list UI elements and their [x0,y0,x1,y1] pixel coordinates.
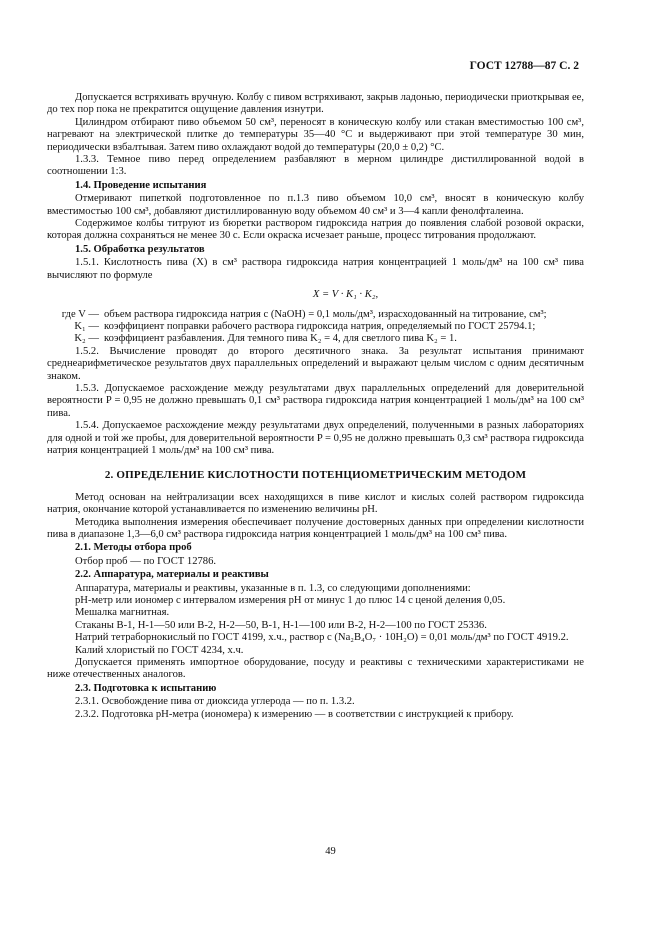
formula: X = V · K₁ · K₂, [312,289,379,301]
paragraph-1-5-1: 1.5.1. Кислотность пива (X) в см³ раствора гидроксида натрия концентрацией 1 моль/дм³ на 100 см³ пива вычисляют по формуле [47,257,584,281]
paragraph-2-3-2: 2.3.2. Подготовка pH-метра (иономера) к измерению — в соответствии с инструкцией к прибору. [75,708,514,720]
definition-k1-key: K₁ — [74,320,99,332]
paragraph-stirrer: Мешалка магнитная. [75,607,170,619]
paragraph-2-3-1: 2.3.1. Освобождение пива от диоксида углерода — по п. 1.3.2. [75,696,355,708]
paragraph-1-5-2: 1.5.2. Вычисление проводят до второго десятичного знака. За результат испытания принимают среднеарифметическое результатов двух параллельных определений и выражают целым числом с одним десятичным знаком. [47,345,584,382]
paragraph-cylinder: Цилиндром отбирают пиво объемом 50 см³, переносят в коническую колбу или стакан вместимостью 100 см³, нагревают на электрической плитке до температуры 35—40 °С и выдерживают при этой температуре 30 мин, периодически взбалтывая. Затем пиво охлаждают водой до температуры (20,0 ± 0,2) °С. [47,116,584,153]
heading-2-3: 2.3. Подготовка к испытанию [75,682,217,694]
heading-2-2: 2.2. Аппаратура, материалы и реактивы [75,569,269,581]
document-body [47,92,584,721]
paragraph-apparatus: Аппаратура, материалы и реактивы, указанные в п. 1.3, со следующими дополнениями: [75,582,471,594]
paragraph-titration: Содержимое колбы титруют из бюретки раствором гидроксида натрия до появления слабой розовой окраски, которая должна сохраняться не менее 30 с. Если окраска исчезает раньше, процесс титрования продолжают. [47,218,584,242]
heading-1-5: 1.5. Обработка результатов [75,243,205,255]
definition-v-key: где V — [61,308,99,320]
paragraph-kcl: Калий хлористый по ГОСТ 4234, х.ч. [75,644,244,656]
paragraph-sampling: Отбор проб — по ГОСТ 12786. [75,555,217,567]
paragraph-1-5-3: 1.5.3. Допускаемое расхождение между результатами двух параллельных определений для доверительной вероятности P = 0,95 не должно превышать 0,1 см³ раствора гидроксида натрия концентрацией 1 моль/дм³ на 100 см³ пива. [47,382,584,419]
paragraph-borate: Натрий тетраборнокислый по ГОСТ 4199, х.ч., раствор c (Na₂B₄O₇ · 10H₂O) = 0,01 моль/дм³ по ГОСТ 4919.2. [75,632,569,644]
paragraph-beakers: Стаканы В-1, Н-1—50 или В-2, Н-2—50, В-1, Н-1—100 или В-2, Н-2—100 по ГОСТ 25336. [75,619,487,631]
paragraph-imported: Допускается применять импортное оборудование, посуду и реактивы с техническими характеристиками не ниже отечественных аналогов. [47,657,584,681]
page-header: ГОСТ 12788—87 С. 2 [469,60,579,72]
paragraph-method: Метод основан на нейтрализации всех находящихся в пиве кислот и кислых солей раствором гидроксида натрия, окончание которой устанавливается по изменению величины pH. [47,491,584,516]
definition-k2 [47,333,584,345]
heading-2-1: 2.1. Методы отбора проб [75,542,192,554]
paragraph-1-3-3: 1.3.3. Темное пиво перед определением разбавляют в мерном цилиндре дистиллированной водой в соотношении 1:3. [47,154,584,178]
paragraph-methodology: Методика выполнения измерения обеспечивает получение достоверных данных при определении кислотности пива в диапазоне 1,3—6,0 см³ раствора гидроксида натрия концентрацией 1 моль/дм³ на 100 см³ пива. [47,516,584,540]
definition-v-text: объем раствора гидроксида натрия c (NaOH) = 0,1 моль/дм³, израсходованный на титрование, см³; [104,308,547,320]
heading-1-4: 1.4. Проведение испытания [75,179,207,191]
definition-v [47,309,584,321]
definition-k1-text: коэффициент поправки рабочего раствора гидроксида натрия, определяемый по ГОСТ 25794.1; [104,320,536,332]
paragraph-shake: Допускается встряхивать вручную. Колбу с пивом встряхивают, закрыв ладонью, периодически приоткрывая ее, до тех пор пока не прекратится ощущение давления изнутри. [47,92,584,116]
definition-k1 [47,321,584,333]
paragraph-pipette: Отмеривают пипеткой подготовленное по п.1.3 пиво объемом 10,0 см³, вносят в коническую колбу вместимостью 100 см³, добавляют дистиллированную воду объемом 40 см³ и 3—4 капли фенолфталеина. [47,193,584,217]
section-2-title: 2. ОПРЕДЕЛЕНИЕ КИСЛОТНОСТИ ПОТЕНЦИОМЕТРИЧЕСКИМ МЕТОДОМ [104,469,527,482]
definition-k2-text: коэффициент разбавления. Для темного пива K₂ = 4, для светлого пива K₂ = 1. [104,333,457,345]
definition-k2-key: K₂ — [74,333,99,345]
page-number: 49 [325,846,336,857]
paragraph-ph-meter: pH-метр или иономер с интервалом измерения pH от минус 1 до плюс 14 с ценой деления 0,05. [75,595,506,607]
paragraph-1-5-4: 1.5.4. Допускаемое расхождение между результатами двух определений, полученными в разных лабораториях для одной и той же пробы, для доверительной вероятности P = 0,95 не должно превышать 0,3 см³ раствора гидроксида натрия концентрацией 1 моль/дм³ на 100 см³ пива. [47,420,584,456]
